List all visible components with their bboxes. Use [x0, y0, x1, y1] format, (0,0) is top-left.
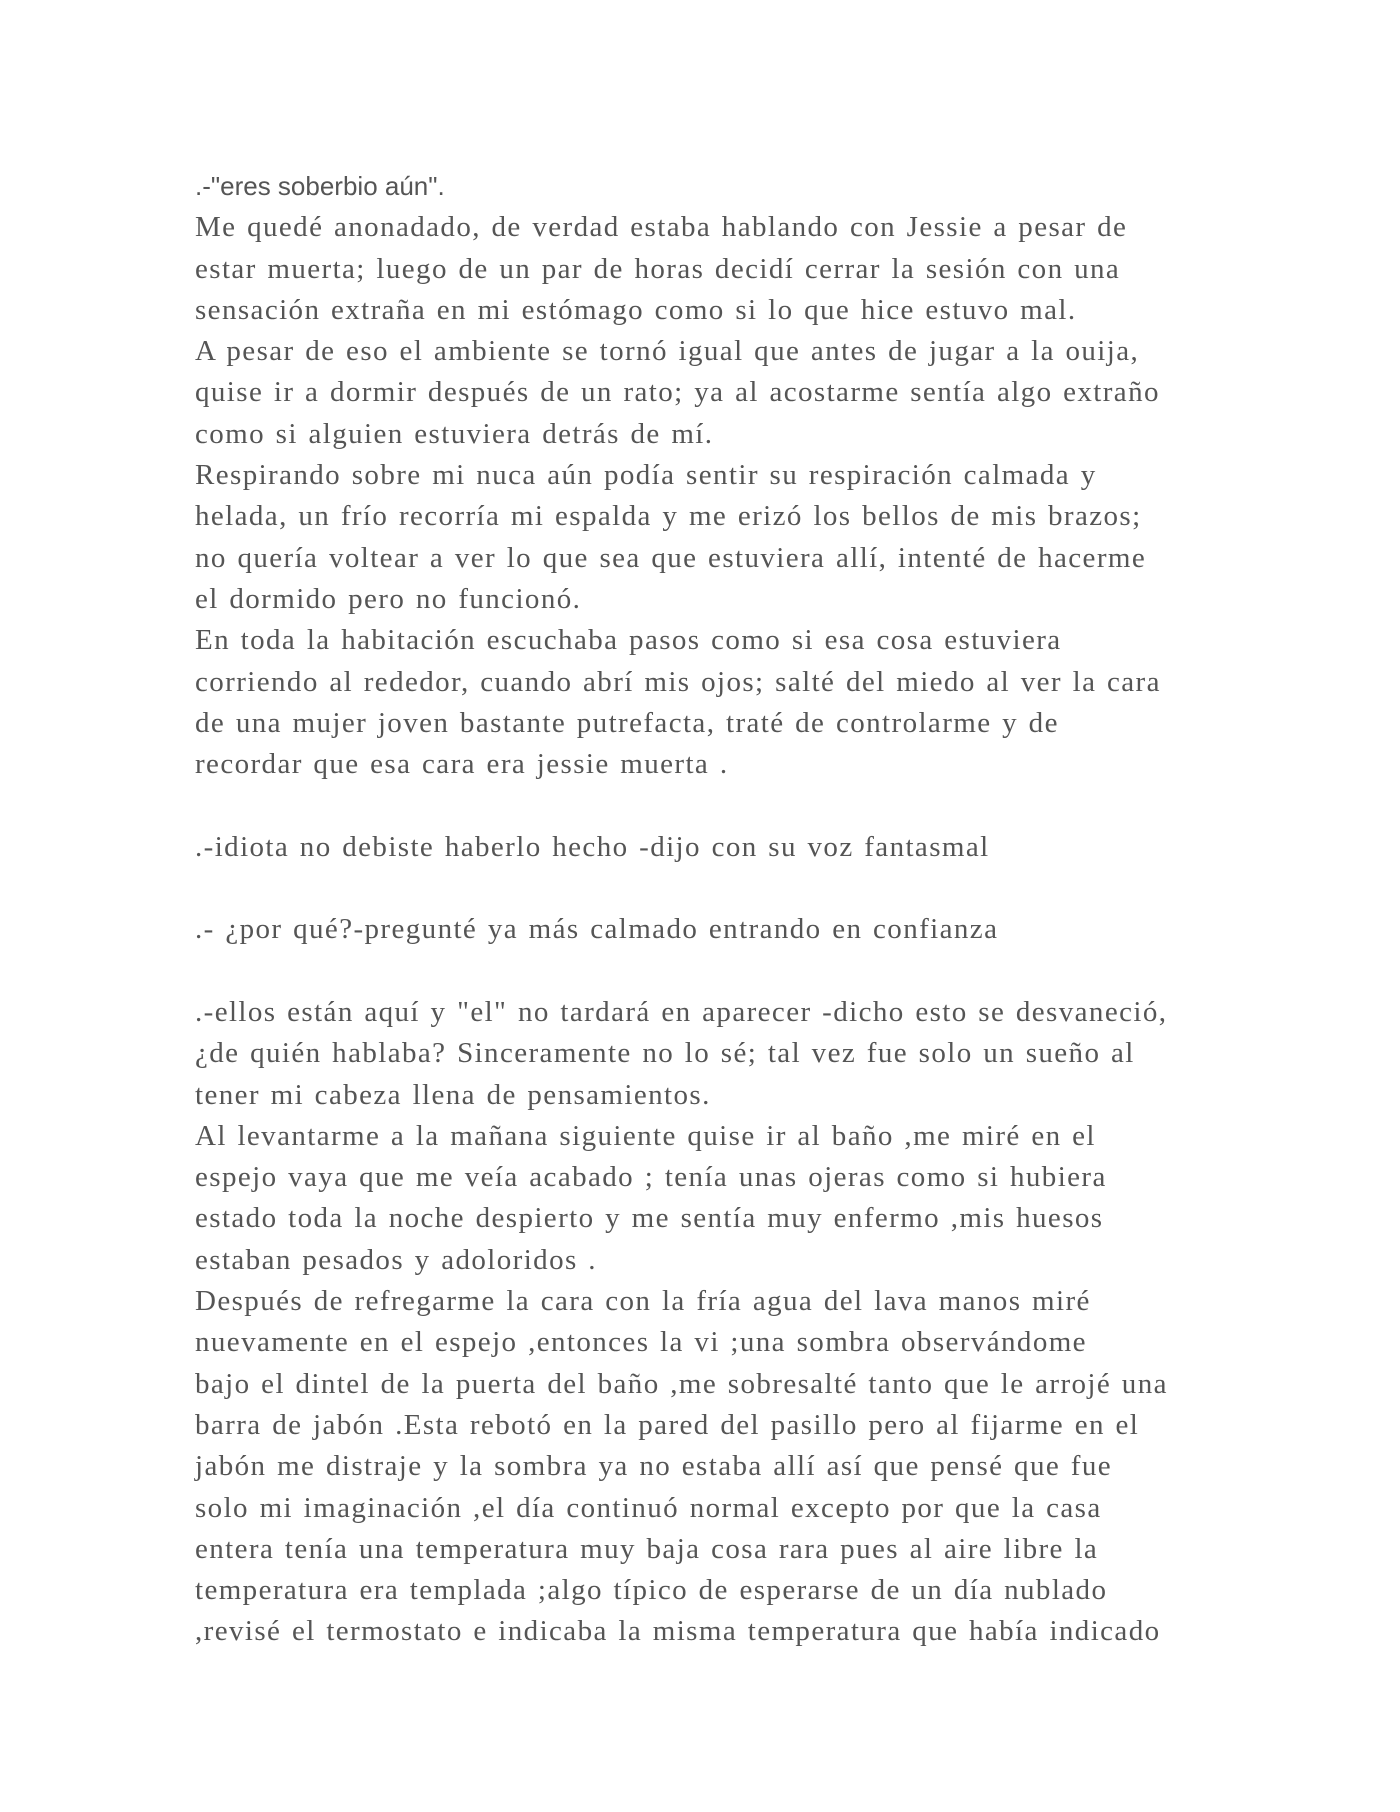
- text-line: .- ¿por qué?-pregunté ya más calmado entrando en confianza: [195, 913, 999, 946]
- text-line: como si alguien estuviera detrás de mí.: [195, 417, 714, 450]
- text-line: espejo vaya que me veía acabado ; tenía unas ojeras como si hubiera: [195, 1161, 1107, 1194]
- text-line: barra de jabón .Esta rebotó en la pared del pasillo pero al fijarme en el: [195, 1408, 1140, 1441]
- text-line: Me quedé anonadado, de verdad estaba hablando con Jessie a pesar de: [195, 211, 1128, 244]
- text-line: Al levantarme a la mañana siguiente quise ir al baño ,me miré en el: [195, 1119, 1096, 1152]
- text-line: temperatura era templada ;algo típico de esperarse de un día nublado: [195, 1574, 1108, 1607]
- text-line: recordar que esa cara era jessie muerta .: [195, 748, 729, 781]
- text-line: sensación extraña en mi estómago como si lo que hice estuvo mal.: [195, 293, 1077, 326]
- text-line: quise ir a dormir después de un rato; ya al acostarme sentía algo extraño: [195, 376, 1160, 409]
- text-line: .-ellos están aquí y "el" no tardará en aparecer -dicho esto se desvaneció,: [195, 995, 1168, 1028]
- text-line: ¿de quién hablaba? Sinceramente no lo sé; tal vez fue solo un sueño al: [195, 1037, 1135, 1070]
- text-line: ,revisé el termostato e indicaba la misma temperatura que había indicado: [195, 1615, 1161, 1648]
- text-line: entera tenía una temperatura muy baja cosa rara pues al aire libre la: [195, 1532, 1099, 1565]
- text-line: helada, un frío recorría mi espalda y me erizó los bellos de mis brazos;: [195, 500, 1142, 533]
- text-line: solo mi imaginación ,el día continuó normal excepto por que la casa: [195, 1491, 1102, 1524]
- text-line: estar muerta; luego de un par de horas decidí cerrar la sesión con una: [195, 252, 1121, 285]
- text-line: nuevamente en el espejo ,entonces la vi ;una sombra observándome: [195, 1326, 1087, 1359]
- text-line: Respirando sobre mi nuca aún podía sentir su respiración calmada y: [195, 459, 1097, 492]
- text-line: jabón me distraje y la sombra ya no estaba allí así que pensé que fue: [195, 1450, 1113, 1483]
- paragraph-gap: [195, 951, 1225, 992]
- text-line: Después de refregarme la cara con la fría agua del lava manos miré: [195, 1285, 1091, 1318]
- text-line: estaban pesados y adoloridos .: [195, 1243, 597, 1276]
- text-line: estado toda la noche despierto y me sentía muy enfermo ,mis huesos: [195, 1202, 1104, 1235]
- text-line: En toda la habitación escuchaba pasos como si esa cosa estuviera: [195, 624, 1062, 657]
- text-line: corriendo al rededor, cuando abrí mis ojos; salté del miedo al ver la cara: [195, 665, 1161, 698]
- text-line: .-"eres soberbio aún".: [195, 171, 445, 201]
- text-line: A pesar de eso el ambiente se tornó igual que antes de jugar a la ouija,: [195, 335, 1140, 368]
- paragraph-gap: [195, 785, 1225, 826]
- text-line: el dormido pero no funcionó.: [195, 582, 582, 615]
- text-line: bajo el dintel de la puerta del baño ,me sobresalté tanto que le arrojé una: [195, 1367, 1168, 1400]
- paragraph-gap: [195, 868, 1225, 909]
- text-line: no quería voltear a ver lo que sea que estuviera allí, intenté de hacerme: [195, 541, 1147, 574]
- text-line: .-idiota no debiste haberlo hecho -dijo con su voz fantasmal: [195, 830, 990, 863]
- text-line: tener mi cabeza llena de pensamientos.: [195, 1078, 711, 1111]
- story-text: [195, 166, 1225, 1653]
- text-line: de una mujer joven bastante putrefacta, traté de controlarme y de: [195, 706, 1059, 739]
